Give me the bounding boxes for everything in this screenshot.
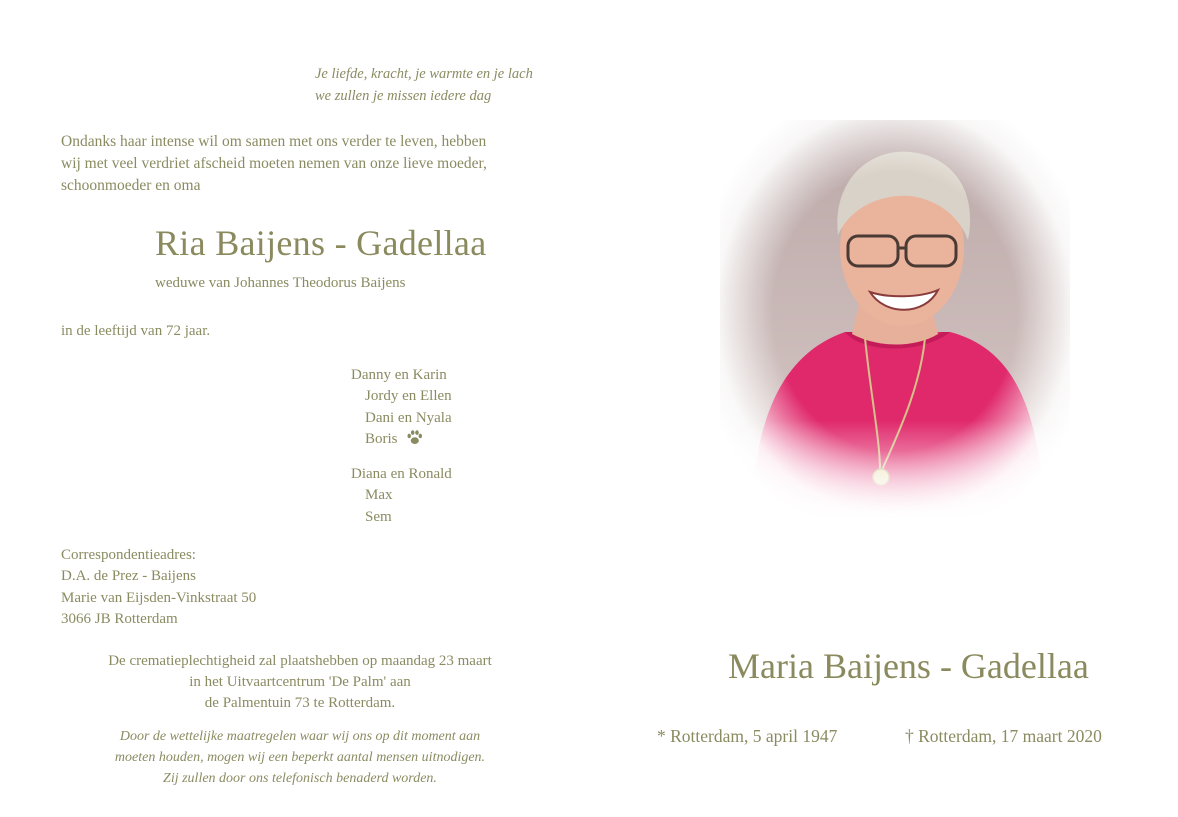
notice-line-1: Door de wettelijke maatregelen waar wij ons op dit moment aan (119, 729, 481, 744)
paw-print-icon (406, 429, 423, 453)
family-member: Jordy en Ellen (365, 388, 452, 405)
right-deceased-name: Maria Baijens - Gadellaa (728, 646, 1089, 686)
intro-text (61, 131, 487, 197)
birth-info: * Rotterdam, 5 april 1947 (657, 726, 838, 746)
correspondence-label: Correspondentieadres: (61, 547, 196, 563)
intro-line-2: wij met veel verdriet afscheid moeten nemen van onze lieve moeder, (61, 155, 487, 172)
family-group-1-head: Danny en Karin (351, 367, 447, 383)
correspondence-name: D.A. de Prez - Baijens (61, 568, 196, 585)
notice-line-3: Zij zullen door ons telefonisch benaderd worden. (163, 771, 437, 786)
correspondence-city: 3066 JB Rotterdam (61, 610, 178, 627)
family-member: Sem (365, 508, 392, 525)
ceremony-line-1: De crematieplechtigheid zal plaatshebben op maandag 23 maart (108, 653, 492, 669)
age-line: in de leeftijd van 72 jaar. (61, 323, 211, 339)
ceremony-line-3: de Palmentuin 73 te Rotterdam. (204, 695, 396, 711)
family-member: Boris (365, 430, 398, 447)
intro-line-3: schoonmoeder en oma (61, 177, 201, 194)
family-list (351, 365, 452, 528)
ceremony-line-2: in het Uitvaartcentrum 'De Palm' aan (189, 674, 411, 690)
death-info: † Rotterdam, 17 maart 2020 (905, 726, 1102, 746)
correspondence-address (61, 545, 256, 630)
poem-line-2: we zullen je missen iedere dag (315, 88, 492, 104)
widow-of: weduwe van Johannes Theodorus Baijens (155, 275, 406, 291)
portrait-illustration (720, 120, 1070, 520)
correspondence-street: Marie van Eijsden-Vinkstraat 50 (61, 589, 257, 606)
family-member: Dani en Nyala (365, 409, 452, 426)
restriction-notice (0, 726, 600, 789)
intro-line-1: Ondanks haar intense wil om samen met ons verder te leven, hebben (61, 133, 487, 150)
notice-line-2: moeten houden, mogen wij een beperkt aantal mensen uitnodigen. (114, 750, 486, 765)
family-member-pet (351, 429, 452, 453)
deceased-name: Ria Baijens - Gadellaa (155, 223, 487, 263)
poem (315, 63, 533, 107)
ceremony-info (0, 651, 600, 714)
poem-line-1: Je liefde, kracht, je warmte en je lach (315, 66, 533, 82)
family-member: Max (365, 487, 393, 504)
portrait-photo (720, 120, 1070, 520)
family-group-2-head: Diana en Ronald (351, 466, 452, 483)
